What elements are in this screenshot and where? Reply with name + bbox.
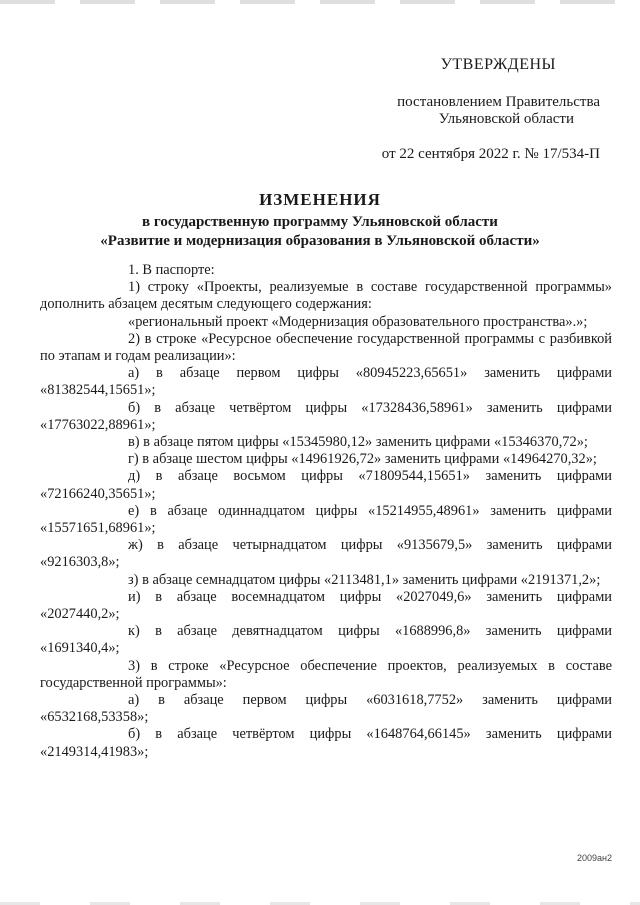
section-passport: 1. В паспорте: — [128, 262, 215, 278]
list-item-b: б) в абзаце четвёртом цифры «17328436,58961» заменить цифрами «17763022,88961»; — [40, 399, 612, 433]
paragraph-item-3: 3) в строке «Ресурсное обеспечение проектов, реализуемых в составе государственной программы»: — [40, 657, 612, 691]
list-item-k: к) в абзаце девятнадцатом цифры «1688996,8» заменить цифрами «1691340,4»; — [40, 623, 612, 657]
paragraph-item-1: 1) строку «Проекты, реализуемые в составе государственной программы» дополнить абзацем десятым следующего содержания: — [40, 279, 612, 313]
approval-block — [0, 0, 600, 170]
list-item-e: е) в абзаце одиннадцатом цифры «15214955,48961» заменить цифрами «15571651,68961»; — [40, 502, 612, 537]
paragraph-item-2: 2) в строке «Ресурсное обеспечение государственной программы с разбивкой по этапам и годам реализации»: — [40, 330, 612, 365]
approval-title: УТВЕРЖДЕНЫ — [440, 56, 556, 73]
list-item-z: з) в абзаце семнадцатом цифры «2113481,1» заменить цифрами «2191371,2»; — [128, 571, 601, 588]
document-subtitle-1: в государственную программу Ульяновской области — [142, 214, 498, 230]
document-code: 2009ан2 — [576, 853, 612, 863]
list-item-v: в) в абзаце пятом цифры «15345980,12» заменить цифрами «15346370,72»; — [128, 434, 588, 451]
list-item-zh: ж) в абзаце четырнадцатом цифры «9135679,5» заменить цифрами «9216303,8»; — [40, 537, 612, 571]
document-body — [40, 262, 612, 761]
list-item-i: и) в абзаце восемнадцатом цифры «2027049,6» заменить цифрами «2027440,2»; — [40, 588, 612, 623]
list-item-d: д) в абзаце восьмом цифры «71809544,15651» заменить цифрами «72166240,35651»; — [40, 468, 612, 502]
paragraph-quote: «региональный проект «Модернизация образовательного пространства».»; — [128, 313, 588, 330]
list-item-a: а) в абзаце первом цифры «80945223,65651» заменить цифрами «81382544,15651»; — [40, 365, 612, 399]
approval-region-line: Ульяновской области — [438, 111, 574, 127]
document-title: ИЗМЕНЕНИЯ — [259, 190, 381, 209]
list-item-a-2: а) в абзаце первом цифры «6031618,7752» заменить цифрами «6532168,53358»; — [40, 692, 612, 726]
approval-date-line: от 22 сентября 2022 г. № 17/534-П — [381, 146, 600, 162]
document-subtitle-2: «Развитие и модернизация образования в Ульяновской области» — [100, 233, 540, 249]
list-item-g: г) в абзаце шестом цифры «14961926,72» заменить цифрами «14964270,32»; — [128, 451, 597, 468]
approval-decree-line: постановлением Правительства — [397, 94, 600, 110]
list-item-b-2: б) в абзаце четвёртом цифры «1648764,66145» заменить цифрами «2149314,41983»; — [40, 726, 612, 760]
